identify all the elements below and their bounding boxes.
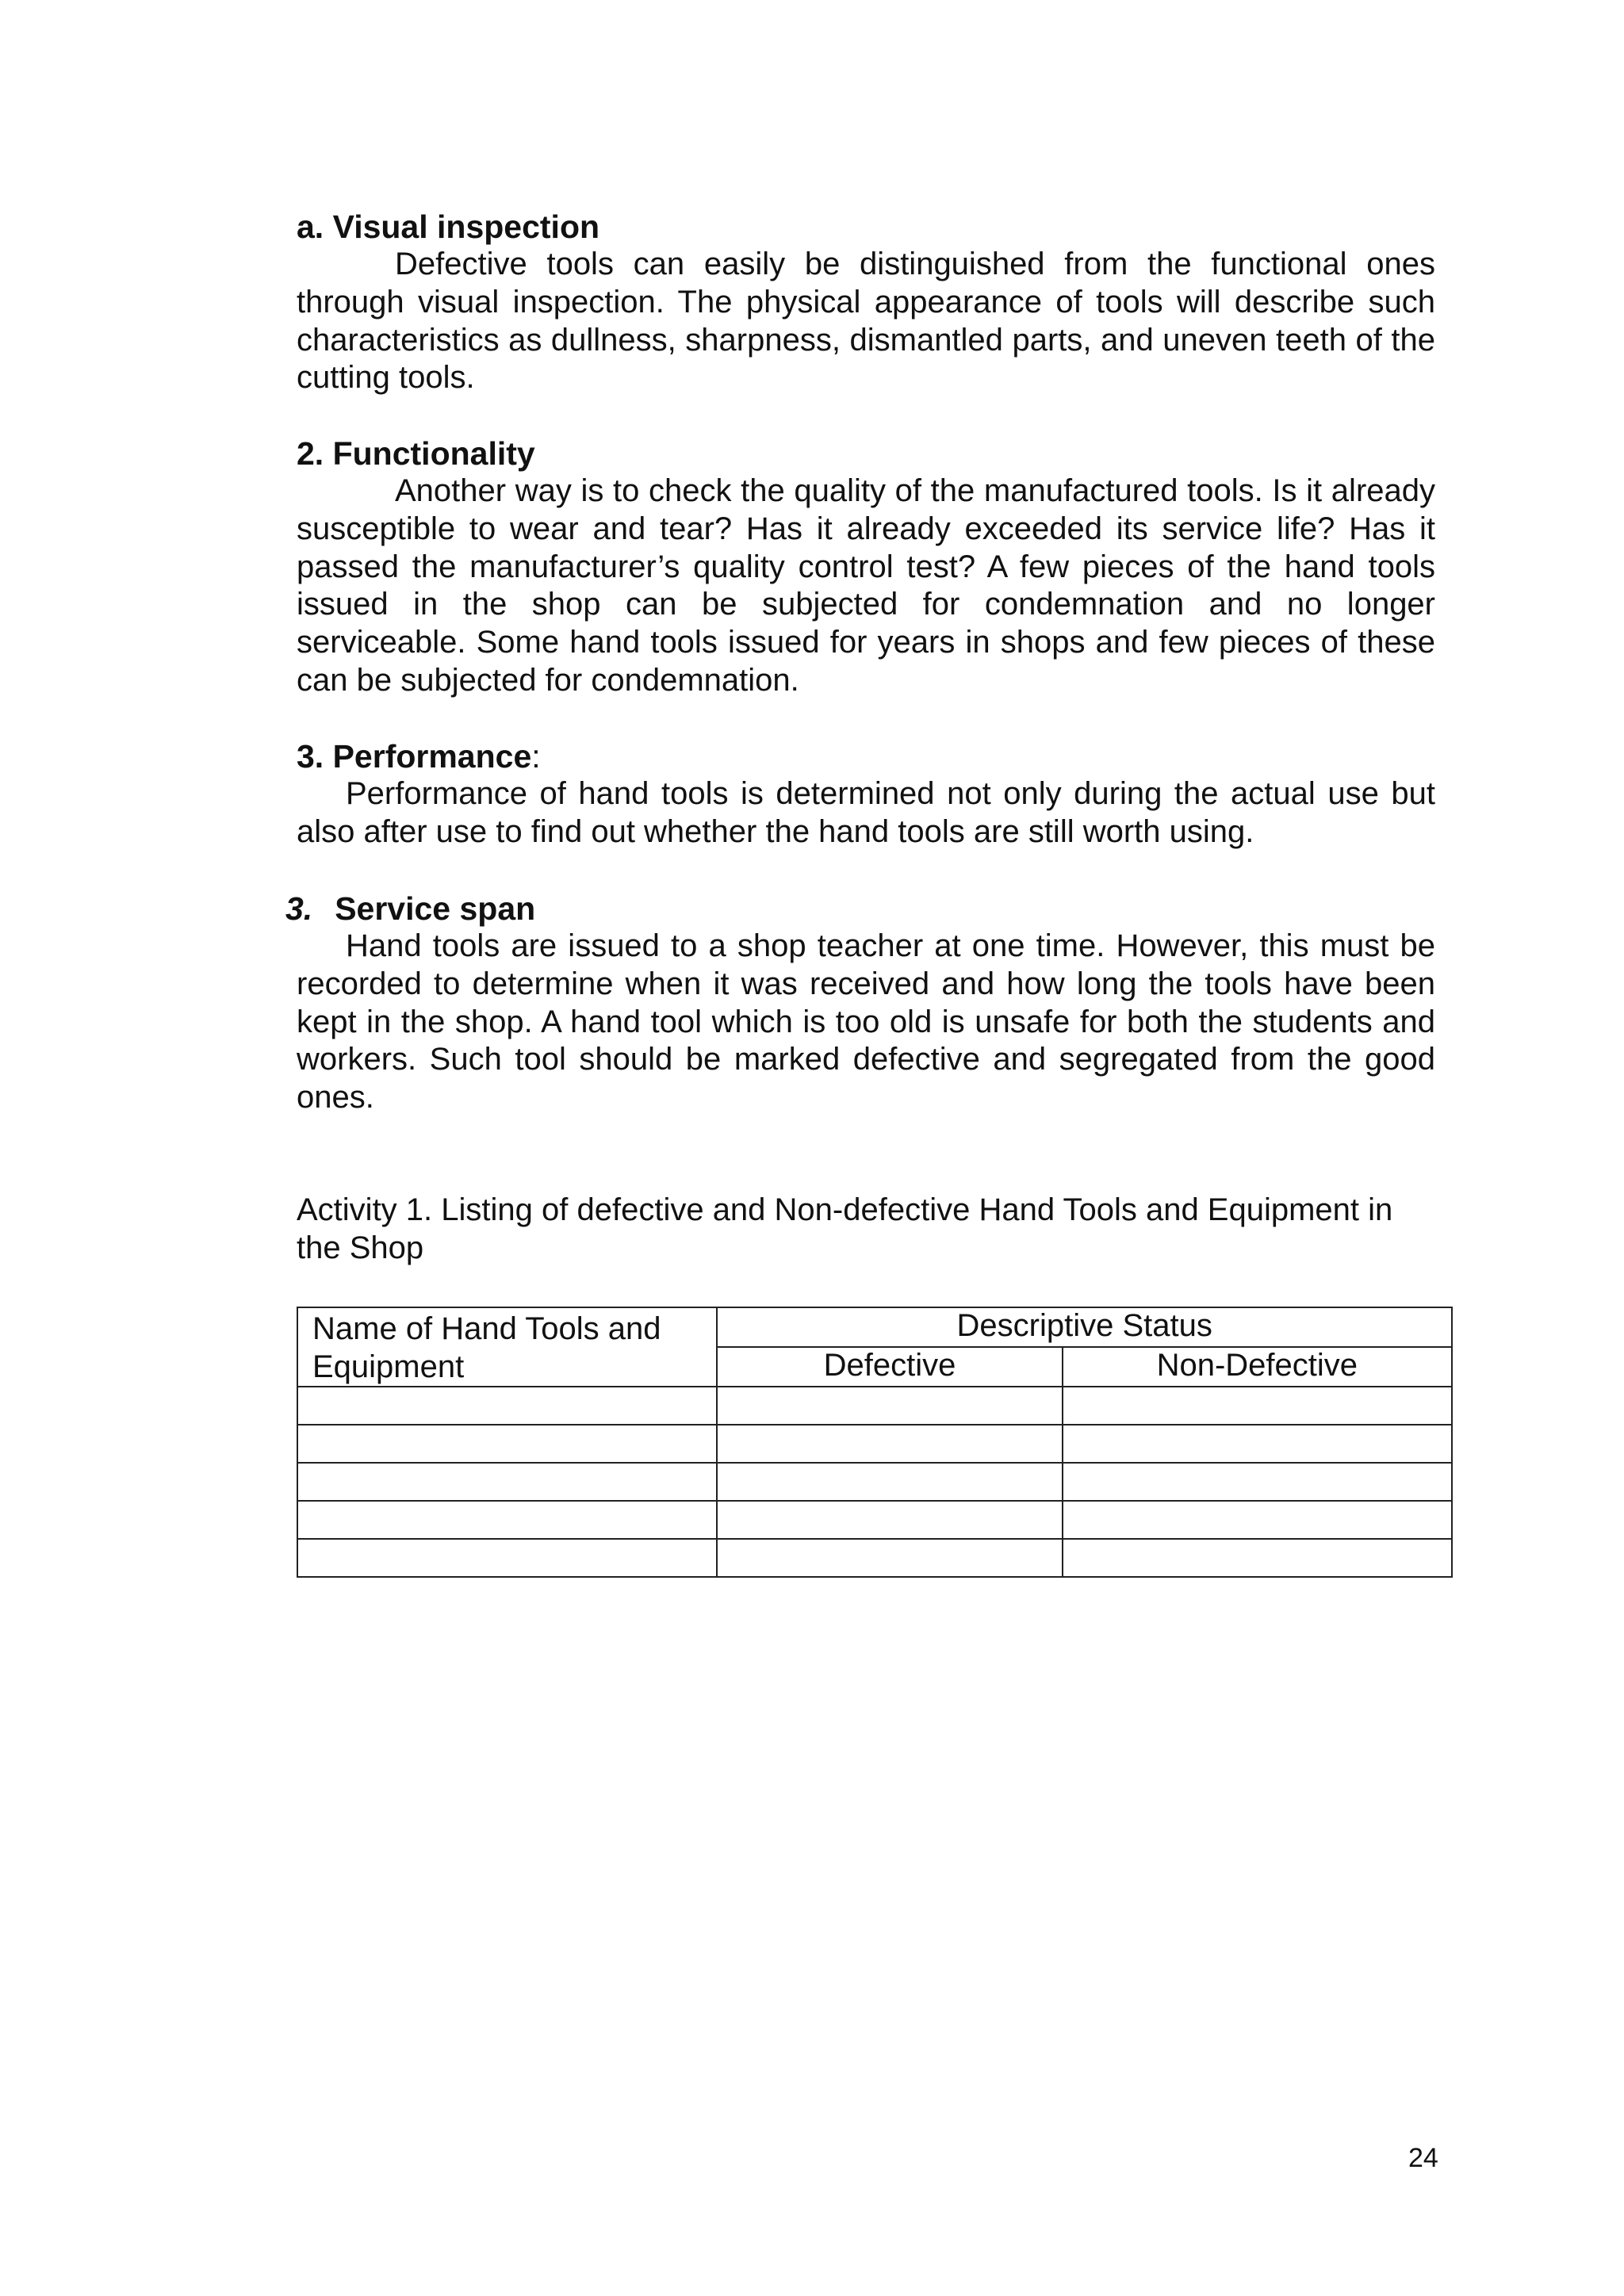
descriptive-status-header: Descriptive Status	[717, 1307, 1452, 1347]
tool-name-cell[interactable]	[297, 1425, 717, 1463]
functionality-paragraph: Another way is to check the quality of the manufactured tools. Is it already susceptible to wear and tear? Has it already exceeded its service life? Has it passed the manufacturer’s quality control test? A few pieces of the hand tools issued in the shop can be subjected for condemnation and no longer serviceable. Some hand tools issued for years in shops and few pieces of these can be subjected for condemnation.	[297, 473, 1435, 698]
page-number: 24	[1408, 2143, 1438, 2173]
performance-heading	[297, 737, 541, 775]
tool-name-cell[interactable]	[297, 1387, 717, 1425]
performance-paragraph: Performance of hand tools is determined not only during the actual use but also after use to find out whether the hand tools are still worth using.	[297, 776, 1435, 849]
defective-cell[interactable]	[717, 1387, 1062, 1425]
service-span-number: 3.	[285, 890, 313, 927]
table-header-row	[297, 1307, 1452, 1347]
non-defective-cell[interactable]	[1063, 1539, 1452, 1577]
defective-cell[interactable]	[717, 1425, 1062, 1463]
tool-name-cell[interactable]	[297, 1501, 717, 1539]
name-column-header: Name of Hand Tools and Equipment	[297, 1307, 717, 1387]
visual-inspection-heading: a. Visual inspection	[297, 209, 600, 245]
service-span-heading	[285, 890, 535, 928]
non-defective-cell[interactable]	[1063, 1425, 1452, 1463]
non-defective-cell[interactable]	[1063, 1387, 1452, 1425]
table-row	[297, 1387, 1452, 1425]
table-row	[297, 1501, 1452, 1539]
performance-heading-text: 3. Performance	[297, 738, 532, 775]
service-span-heading-text: Service span	[335, 890, 536, 927]
non-defective-cell[interactable]	[1063, 1501, 1452, 1539]
performance-heading-colon: :	[531, 738, 541, 775]
non-defective-column-header: Non-Defective	[1063, 1347, 1452, 1387]
defective-cell[interactable]	[717, 1463, 1062, 1501]
functionality-heading: 2. Functionality	[297, 435, 535, 472]
defective-cell[interactable]	[717, 1501, 1062, 1539]
activity-title: Activity 1. Listing of defective and Non-defective Hand Tools and Equipment in the Shop	[297, 1192, 1393, 1265]
hand-tools-status-table	[297, 1307, 1453, 1578]
tool-name-cell[interactable]	[297, 1539, 717, 1577]
table-row	[297, 1539, 1452, 1577]
defective-cell[interactable]	[717, 1539, 1062, 1577]
table-row	[297, 1463, 1452, 1501]
defective-column-header: Defective	[717, 1347, 1062, 1387]
table-row	[297, 1425, 1452, 1463]
non-defective-cell[interactable]	[1063, 1463, 1452, 1501]
tool-name-cell[interactable]	[297, 1463, 717, 1501]
service-span-paragraph: Hand tools are issued to a shop teacher at one time. However, this must be recorded to determine when it was received and how long the tools have been kept in the shop. A hand tool which is too old is unsafe for both the students and workers. Such tool should be marked defective and segregated from the good ones.	[297, 928, 1435, 1115]
visual-inspection-paragraph: Defective tools can easily be distinguished from the functional ones through visual inspection. The physical appearance of tools will describe such characteristics as dullness, sharpness, dismantled parts, and uneven teeth of the cutting tools.	[297, 247, 1435, 396]
